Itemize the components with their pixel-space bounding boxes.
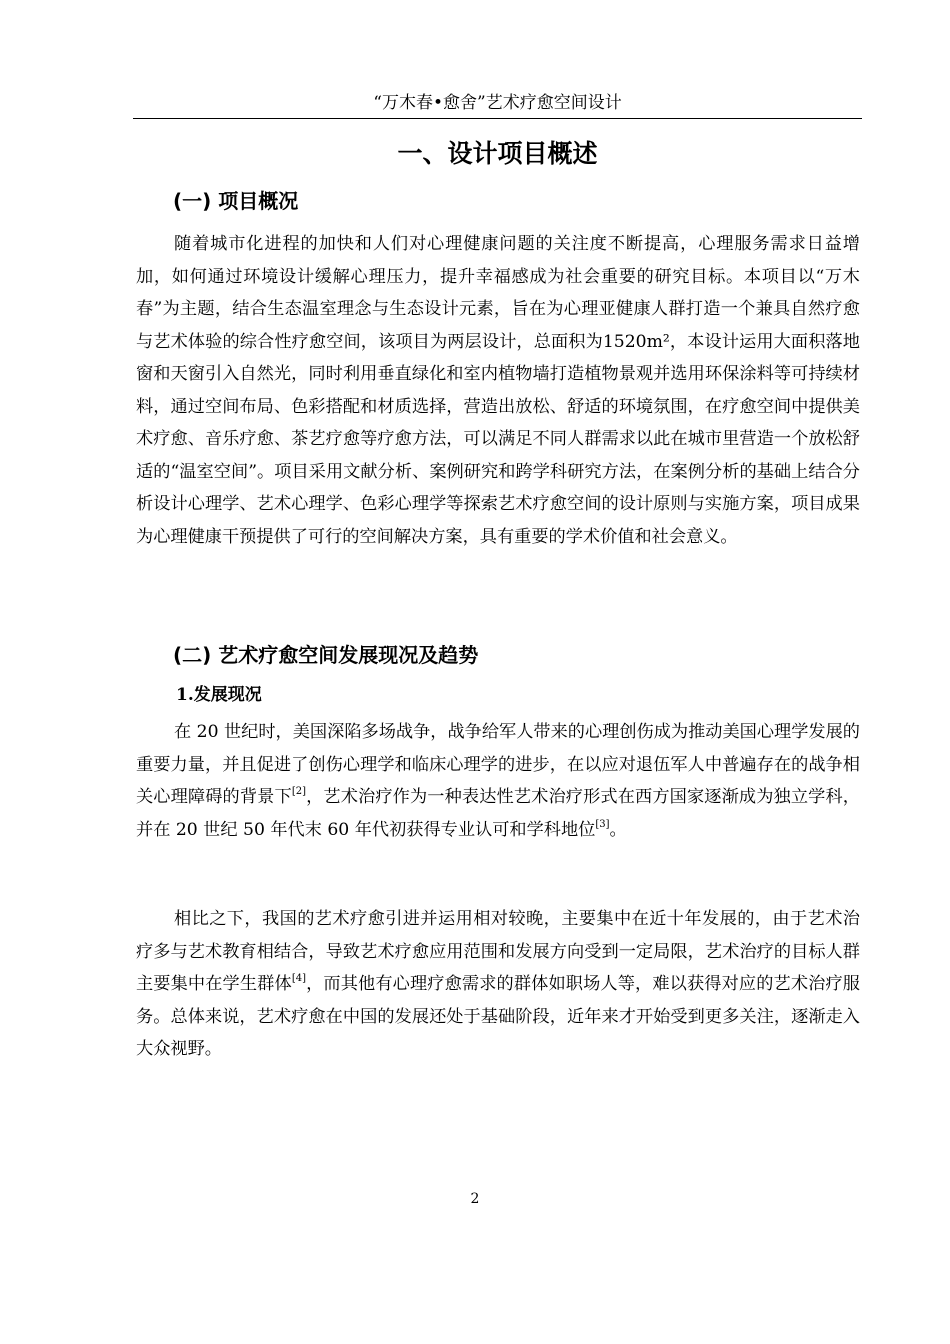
paragraph-text: 在 20 世纪时，美国深陷多场战争，战争给军人带来的心理创伤成为推动美国心理学发展的重要力量，并且促进了创伤心理学和临床心理学的进步，在以应对退伍军人中普遍存在的战争相关心理障碍的背景下	[136, 722, 860, 807]
header-divider	[133, 118, 862, 119]
paragraph-text: ，而其他有心理疗愈需求的群体如职场人等，难以获得对应的艺术治疗服务。总体来说，艺术疗愈在中国的发展还处于基础阶段，近年来才开始受到更多关注，逐渐走入大众视野。	[136, 974, 860, 1059]
paragraph-text: 。	[609, 819, 627, 840]
paragraph-china-status	[136, 903, 860, 1066]
running-header: “万木春•愈舍”艺术疗愈空间设计	[373, 93, 622, 113]
paragraph-us-history	[136, 716, 860, 846]
section-heading-development: (二) 艺术疗愈空间发展现况及趋势	[173, 643, 479, 667]
paragraph-project-overview: 随着城市化进程的加快和人们对心理健康问题的关注度不断提高，心理服务需求日益增加，如何通过环境设计缓解心理压力，提升幸福感成为社会重要的研究目标。本项目以“万木春”为主题，结合生态温室理念与生态设计元素，旨在为心理亚健康人群打造一个兼具自然疗愈与艺术体验的综合性疗愈空间，该项目为两层设计，总面积为1520m²，本设计运用大面积落地窗和天窗引入自然光，同时利用垂直绿化和室内植物墙打造植物景观并选用环保涂料等可持续材料，通过空间布局、色彩搭配和材质选择，营造出放松、舒适的环境氛围，在疗愈空间中提供美术疗愈、音乐疗愈、茶艺疗愈等疗愈方法，可以满足不同人群需求以此在城市里营造一个放松舒适的“温室空间”。项目采用文献分析、案例研究和跨学科研究方法，在案例分析的基础上结合分析设计心理学、艺术心理学、色彩心理学等探索艺术疗愈空间的设计原则与实施方案，项目成果为心理健康干预提供了可行的空间解决方案，具有重要的学术价值和社会意义。	[136, 234, 860, 547]
citation-ref: [2]	[291, 786, 306, 797]
chapter-title: 一、设计项目概述	[397, 139, 598, 168]
page-number: 2	[470, 1191, 480, 1207]
paragraph-text: 相比之下，我国的艺术疗愈引进并运用相对较晚，主要集中在近十年发展的，由于艺术治疗多与艺术教育相结合，导致艺术疗愈应用范围和发展方向受到一定局限，艺术治疗的目标人群主要集中在学生群体	[136, 909, 860, 994]
paragraph-text: ，艺术治疗作为一种表达性艺术治疗形式在西方国家逐渐成为独立学科，并在 20 世纪 50 年代末 60 年代初获得专业认可和学科地位	[136, 787, 860, 840]
citation-ref: [3]	[595, 818, 610, 830]
section-heading-overview: (一) 项目概况	[173, 189, 299, 213]
subheading-current-status: 1.发展现况	[176, 685, 262, 705]
citation-ref: [4]	[291, 973, 306, 984]
